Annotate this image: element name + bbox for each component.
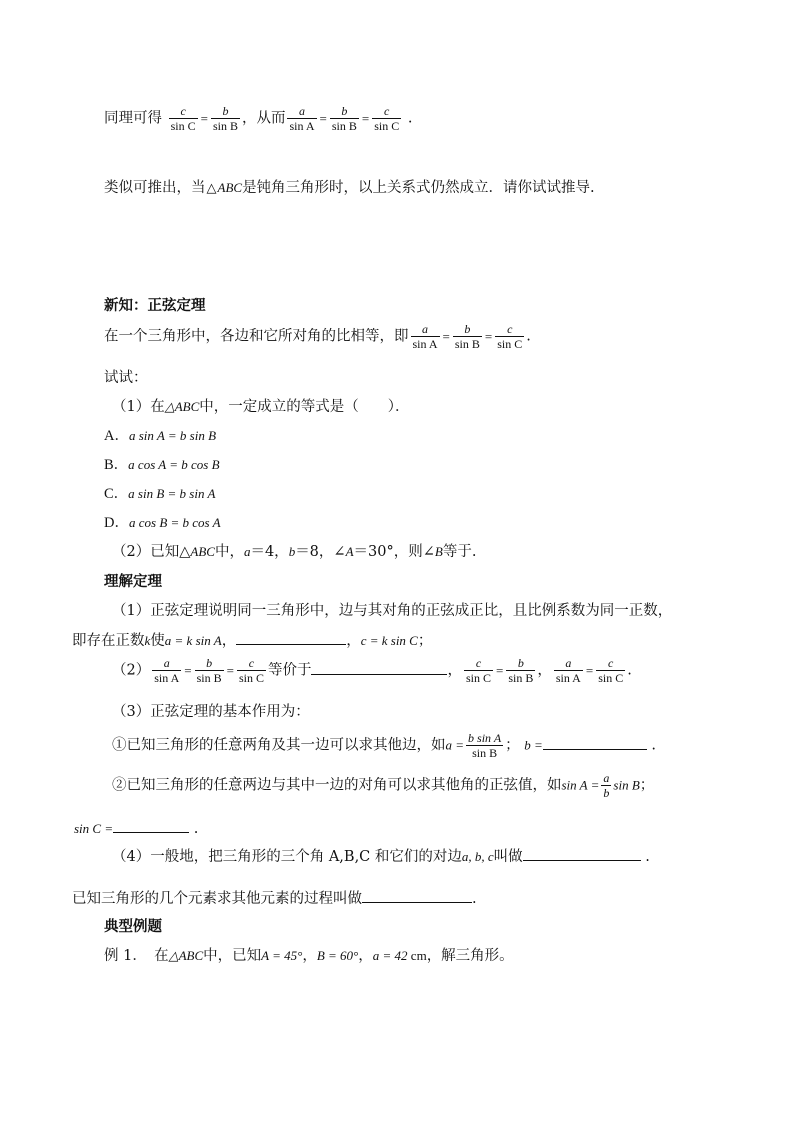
- blank-b-ksinB[interactable]: [236, 630, 346, 645]
- option-c[interactable]: C．a sin B = b sin A: [104, 486, 216, 502]
- fraction-b-sinB: $\frac{b}{\text{sin B}}$: [212, 104, 238, 133]
- intro-mid: ，从而: [241, 110, 286, 127]
- option-d[interactable]: D．a cos B = b cos A: [104, 515, 221, 531]
- example-1: 例 1． 在△ABC中，已知A = 45°，B = 60°，a = 42 cm，解三角形。: [104, 948, 514, 964]
- understand-p1-line2: 即存在正数k使a = k sin A， ，c = k sin C；: [72, 630, 432, 651]
- intro-line-1: 同理可得 $\frac{c}{\text{sin C}}$ = $\frac{b}{\text{sin B}}$ ，从而 $\frac{a}{\text{sin A}}$ = $\frac{b}{\text{sin B}}$ = $\frac{c}{\text{sin C}}$ .: [104, 104, 413, 133]
- understand-p2: （2） $\frac{a}{\text{sin A}}$ = $\frac{b}{\text{sin B}}$ = $\frac{c}{\text{sin C}}$ 等价于 ， $\frac{c}{\text{sin C}}$ = $\frac{b}{\text{sin B}}$ ， $\frac{a}{\text{sin A}}$ = $\frac{c}{\text{sin C}}$ .: [112, 656, 632, 685]
- new-knowledge-heading: 新知：正弦定理: [104, 297, 206, 314]
- intro-line-2: 类似可推出，当△ABC是钝角三角形时，以上关系式仍然成立．请你试试推导.: [104, 180, 595, 196]
- blank-sinC[interactable]: [113, 818, 189, 833]
- option-b[interactable]: B．a cos A = b cos B: [104, 457, 220, 473]
- understand-p3: （3）正弦定理的基本作用为：: [112, 704, 310, 720]
- understand-p1-line1: （1）正弦定理说明同一三角形中，边与其对角的正弦成正比，且比例系数为同一正数，: [112, 603, 673, 619]
- examples-heading: 典型例题: [104, 918, 162, 935]
- blank-elements[interactable]: [523, 846, 641, 861]
- understand-p3-case2: ②已知三角形的任意两边与其中一边的对角可以求其他角的正弦值，如sin A = $\frac{a}{b}$ sin B；: [112, 771, 655, 800]
- new-knowledge-statement: 在一个三角形中，各边和它所对角的比相等，即 $\frac{a}{\text{sin A}}$ = $\frac{b}{\text{sin B}}$ = $\frac{c}{\text{sin C}}$ .: [104, 322, 531, 351]
- blank-solving-triangle[interactable]: [362, 888, 472, 903]
- fraction-a-sinA: $\frac{a}{\text{sin A}}$: [289, 104, 315, 133]
- fraction-b-sinB: $\frac{b}{\text{sin B}}$: [331, 104, 357, 133]
- blank-equivalent[interactable]: [311, 660, 447, 675]
- intro-prefix: 同理可得: [104, 110, 162, 127]
- try-label: 试试：: [104, 370, 148, 386]
- understand-p3-case3: sin C = .: [74, 818, 198, 839]
- try-question-2: （2）已知△ABC中，a＝4，b＝8，∠A＝30°，则∠B等于.: [112, 544, 477, 560]
- option-a[interactable]: A．a sin A = b sin B: [104, 428, 217, 444]
- blank-b-formula[interactable]: [543, 735, 647, 750]
- try-question-1: （1）在△ABC中，一定成立的等式是（ ）．: [112, 399, 410, 415]
- understand-p4: （4）一般地，把三角形的三个角 A,B,C 和它们的对边a, b, c叫做 .: [112, 846, 650, 867]
- understand-p5: 已知三角形的几个元素求其他元素的过程叫做 .: [72, 888, 477, 909]
- fraction-c-sinC: $\frac{c}{\text{sin C}}$: [170, 104, 196, 133]
- fraction-c-sinC: $\frac{c}{\text{sin C}}$: [374, 104, 400, 133]
- understand-heading: 理解定理: [104, 573, 162, 590]
- understand-p3-case1: ①已知三角形的任意两角及其一边可以求其他边，如a = $\frac{\text{b sin A}}{\text{sin B}}$ ； b = .: [112, 731, 657, 760]
